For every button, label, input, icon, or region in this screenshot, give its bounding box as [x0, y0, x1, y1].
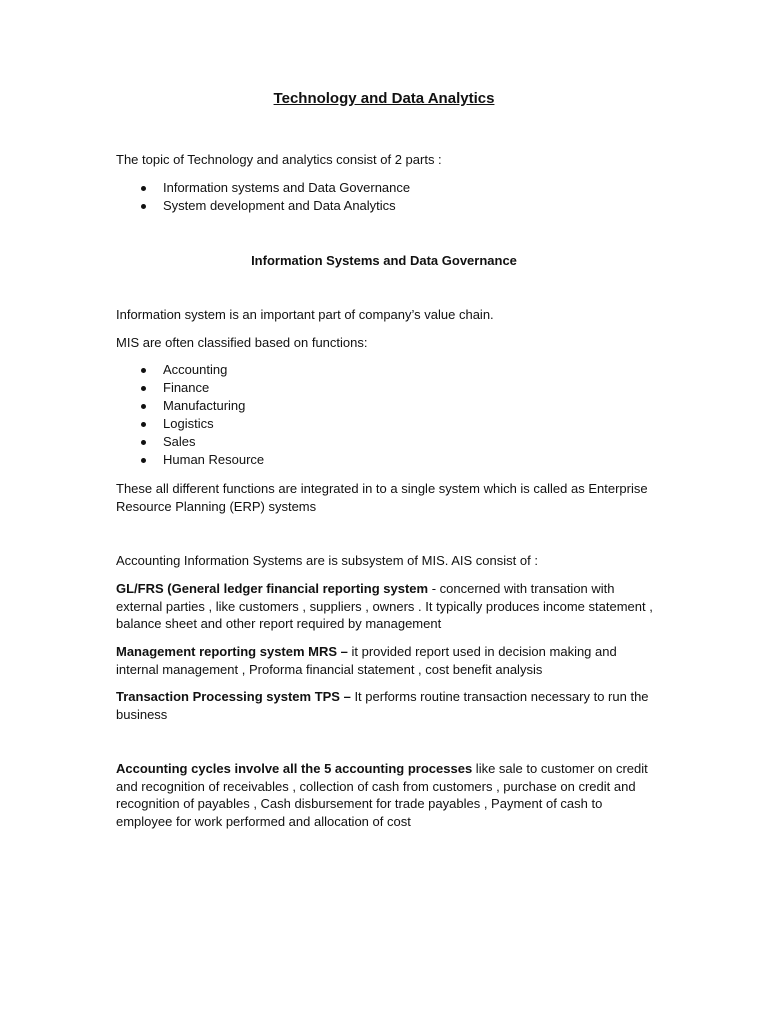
document-title: Technology and Data Analytics [273, 90, 495, 107]
accounting-cycles-description: like sale to customer on credit and recognition of receivables , collection of cash from customers , purchase on credit and recognition of payables , Cash disbursement for trade payables , Payment of cash to employee for work performed and allocation of cost [116, 761, 648, 829]
list-item [116, 179, 410, 197]
tps-description: It performs routine transaction necessary to run the business [116, 689, 649, 722]
section-heading: Information Systems and Data Governance [251, 253, 517, 268]
bullet-icon [141, 404, 146, 409]
paragraph-gl-frs [116, 580, 656, 633]
list-item-label: Human Resource [163, 452, 265, 467]
list-item [116, 361, 264, 379]
bullet-icon [141, 186, 146, 191]
list-item [116, 433, 264, 451]
list-item [116, 197, 410, 215]
paragraph-ais: Accounting Information Systems are is subsystem of MIS. AIS consist of : [116, 553, 538, 568]
function-bullet-list [116, 361, 264, 469]
tps-term: Transaction Processing system TPS – [116, 689, 351, 704]
mrs-term: Management reporting system MRS – [116, 644, 348, 659]
paragraph-accounting-cycles [116, 760, 656, 830]
gl-frs-description: - concerned with transation with external parties , like customers , suppliers , owners . It typically produces income statement , balance sheet and other report required by management [116, 581, 653, 632]
list-item-label: Information systems and Data Governance [163, 180, 411, 195]
list-item-label: Sales [163, 434, 196, 449]
bullet-icon [141, 368, 146, 373]
list-item-label: Logistics [163, 416, 214, 431]
list-item-label: Manufacturing [163, 398, 246, 413]
gl-frs-term: GL/FRS (General ledger financial reporting system [116, 581, 429, 596]
accounting-cycles-term: Accounting cycles involve all the 5 accounting processes [116, 761, 473, 776]
bullet-icon [141, 422, 146, 427]
paragraph-mrs [116, 643, 656, 678]
list-item-label: Accounting [163, 362, 228, 377]
paragraph-erp: These all different functions are integrated in to a single system which is called as Enterprise Resource Planning (ERP) systems [116, 481, 648, 514]
intro-bullet-list [116, 179, 410, 215]
paragraph-mis-classification: MIS are often classified based on functions: [116, 335, 368, 350]
paragraph-value-chain: Information system is an important part of company’s value chain. [116, 307, 494, 322]
bullet-icon [141, 458, 146, 463]
list-item [116, 397, 264, 415]
bullet-icon [141, 386, 146, 391]
paragraph-tps [116, 688, 656, 723]
list-item [116, 451, 264, 469]
bullet-icon [141, 440, 146, 445]
list-item [116, 415, 264, 433]
mrs-description: it provided report used in decision making and internal management , Proforma financial statement , cost benefit analysis [116, 644, 617, 677]
list-item [116, 379, 264, 397]
intro-paragraph: The topic of Technology and analytics consist of 2 parts : [116, 152, 442, 167]
list-item-label: System development and Data Analytics [163, 198, 396, 213]
bullet-icon [141, 204, 146, 209]
list-item-label: Finance [163, 380, 210, 395]
